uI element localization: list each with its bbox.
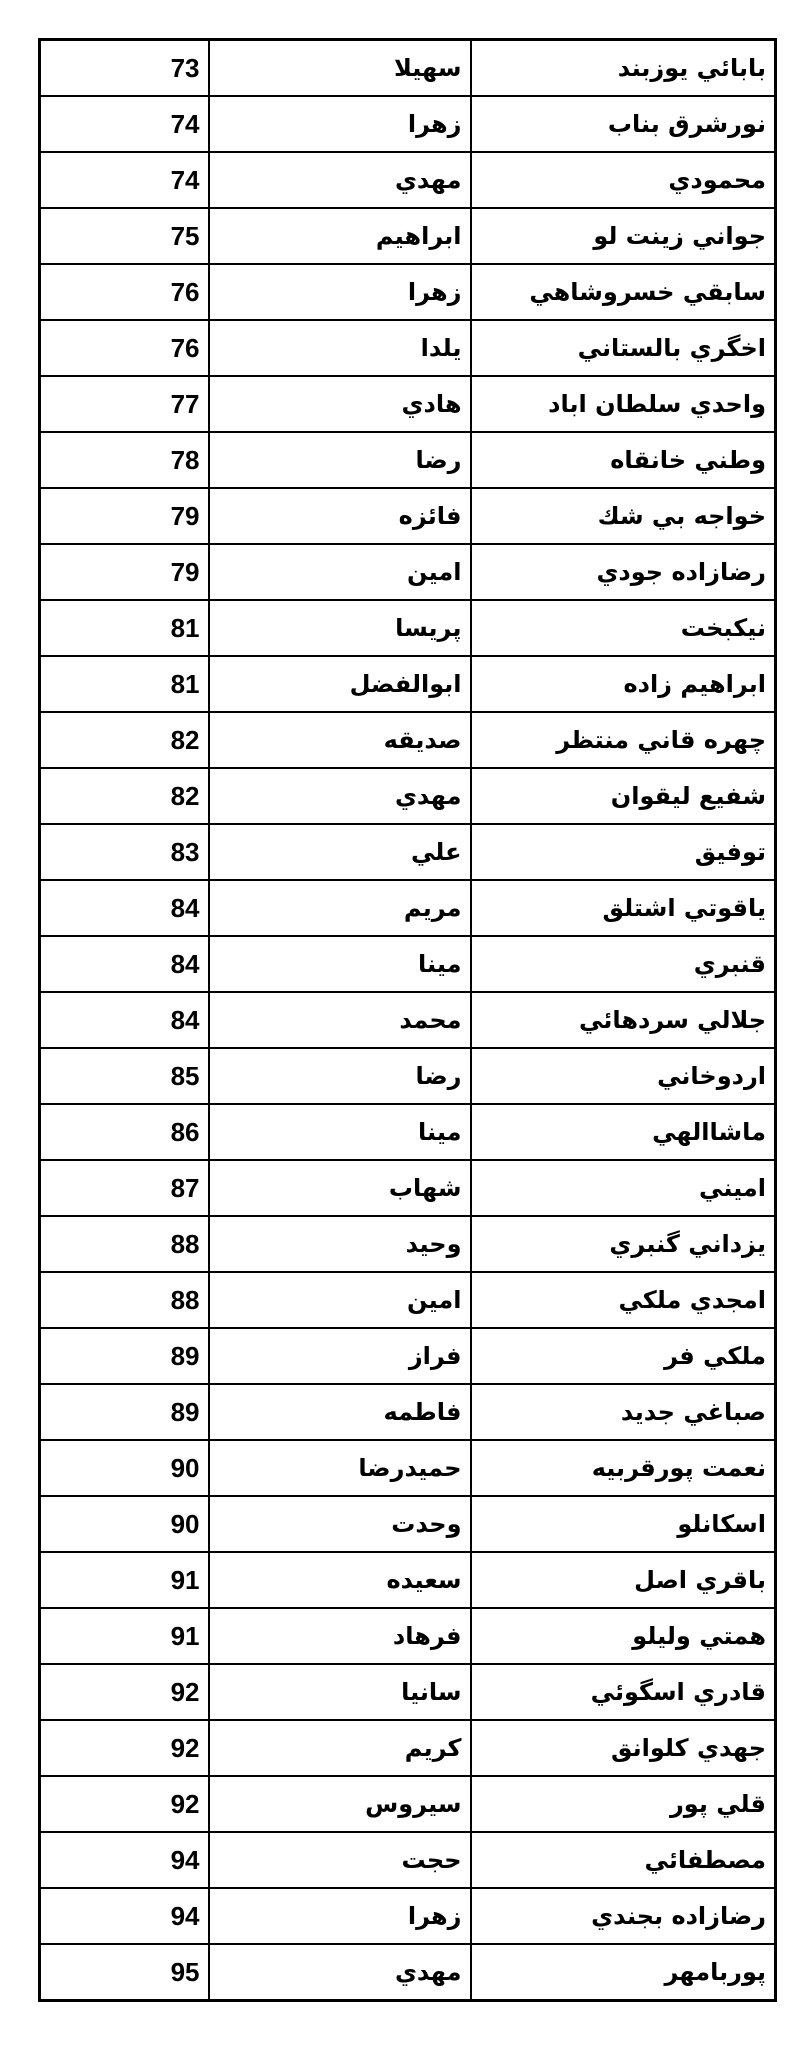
table-row: [40, 1216, 776, 1272]
table-row: [40, 96, 776, 152]
first-name-cell: فاطمه: [209, 1384, 471, 1440]
first-name-cell: كريم: [209, 1720, 471, 1776]
table-row: [40, 1440, 776, 1496]
last-name-cell: اميني: [471, 1160, 776, 1216]
last-name-cell: واحدي سلطان اباد: [471, 376, 776, 432]
score-cell: 90: [40, 1440, 209, 1496]
score-table: [38, 38, 777, 2002]
table-row: [40, 712, 776, 768]
table-row: [40, 40, 776, 97]
first-name-cell: مينا: [209, 936, 471, 992]
table-row: [40, 488, 776, 544]
table-row: [40, 1720, 776, 1776]
first-name-cell: شهاب: [209, 1160, 471, 1216]
last-name-cell: توفيق: [471, 824, 776, 880]
score-cell: 91: [40, 1552, 209, 1608]
table-row: [40, 768, 776, 824]
last-name-cell: يزداني گنبري: [471, 1216, 776, 1272]
first-name-cell: حجت: [209, 1832, 471, 1888]
score-cell: 86: [40, 1104, 209, 1160]
score-cell: 81: [40, 656, 209, 712]
table-row: [40, 1104, 776, 1160]
first-name-cell: پريسا: [209, 600, 471, 656]
score-cell: 94: [40, 1888, 209, 1944]
score-cell: 84: [40, 992, 209, 1048]
score-cell: 89: [40, 1384, 209, 1440]
last-name-cell: ماشاالهي: [471, 1104, 776, 1160]
first-name-cell: فرهاد: [209, 1608, 471, 1664]
last-name-cell: پوربامهر: [471, 1944, 776, 2001]
last-name-cell: اردوخاني: [471, 1048, 776, 1104]
last-name-cell: قنبري: [471, 936, 776, 992]
table-row: [40, 824, 776, 880]
first-name-cell: فراز: [209, 1328, 471, 1384]
first-name-cell: هادي: [209, 376, 471, 432]
first-name-cell: مهدي: [209, 1944, 471, 2001]
table-row: [40, 264, 776, 320]
first-name-cell: سهيلا: [209, 40, 471, 97]
table-row: [40, 1328, 776, 1384]
first-name-cell: وحدت: [209, 1496, 471, 1552]
last-name-cell: امجدي ملكي: [471, 1272, 776, 1328]
last-name-cell: قلي پور: [471, 1776, 776, 1832]
score-cell: 92: [40, 1720, 209, 1776]
score-cell: 87: [40, 1160, 209, 1216]
score-cell: 88: [40, 1272, 209, 1328]
table-row: [40, 544, 776, 600]
last-name-cell: خواجه بي شك: [471, 488, 776, 544]
table-row: [40, 320, 776, 376]
last-name-cell: اسكانلو: [471, 1496, 776, 1552]
table-row: [40, 992, 776, 1048]
table-row: [40, 1776, 776, 1832]
last-name-cell: نعمت پورقربيه: [471, 1440, 776, 1496]
score-cell: 83: [40, 824, 209, 880]
table-row: [40, 1888, 776, 1944]
table-row: [40, 1496, 776, 1552]
first-name-cell: علي: [209, 824, 471, 880]
first-name-cell: يلدا: [209, 320, 471, 376]
last-name-cell: محمودي: [471, 152, 776, 208]
first-name-cell: سعيده: [209, 1552, 471, 1608]
last-name-cell: همتي وليلو: [471, 1608, 776, 1664]
first-name-cell: ابراهيم: [209, 208, 471, 264]
last-name-cell: رضازاده جودي: [471, 544, 776, 600]
score-cell: 76: [40, 320, 209, 376]
score-cell: 82: [40, 712, 209, 768]
score-cell: 92: [40, 1664, 209, 1720]
first-name-cell: مهدي: [209, 152, 471, 208]
first-name-cell: ابوالفضل: [209, 656, 471, 712]
score-cell: 88: [40, 1216, 209, 1272]
last-name-cell: جواني زينت لو: [471, 208, 776, 264]
table-row: [40, 936, 776, 992]
first-name-cell: زهرا: [209, 96, 471, 152]
last-name-cell: مصطفائي: [471, 1832, 776, 1888]
last-name-cell: چهره قاني منتظر: [471, 712, 776, 768]
last-name-cell: شفيع ليقوان: [471, 768, 776, 824]
first-name-cell: رضا: [209, 1048, 471, 1104]
table-row: [40, 1160, 776, 1216]
table-row: [40, 376, 776, 432]
first-name-cell: مهدي: [209, 768, 471, 824]
first-name-cell: سانيا: [209, 1664, 471, 1720]
table-row: [40, 880, 776, 936]
score-cell: 90: [40, 1496, 209, 1552]
table-row: [40, 656, 776, 712]
last-name-cell: ياقوتي اشتلق: [471, 880, 776, 936]
score-cell: 79: [40, 544, 209, 600]
score-cell: 91: [40, 1608, 209, 1664]
table-row: [40, 1552, 776, 1608]
first-name-cell: صديقه: [209, 712, 471, 768]
score-cell: 74: [40, 152, 209, 208]
score-cell: 74: [40, 96, 209, 152]
last-name-cell: بابائي يوزبند: [471, 40, 776, 97]
table-row: [40, 152, 776, 208]
first-name-cell: فائزه: [209, 488, 471, 544]
score-table-body: [40, 40, 776, 2001]
table-row: [40, 1048, 776, 1104]
table-row: [40, 1664, 776, 1720]
score-cell: 92: [40, 1776, 209, 1832]
score-cell: 89: [40, 1328, 209, 1384]
table-row: [40, 1832, 776, 1888]
last-name-cell: نيكبخت: [471, 600, 776, 656]
last-name-cell: جهدي كلوانق: [471, 1720, 776, 1776]
last-name-cell: قادري اسگوئي: [471, 1664, 776, 1720]
score-cell: 73: [40, 40, 209, 97]
score-cell: 84: [40, 880, 209, 936]
score-cell: 95: [40, 1944, 209, 2001]
table-row: [40, 432, 776, 488]
first-name-cell: امين: [209, 544, 471, 600]
last-name-cell: سابقي خسروشاهي: [471, 264, 776, 320]
score-cell: 94: [40, 1832, 209, 1888]
score-cell: 84: [40, 936, 209, 992]
first-name-cell: مينا: [209, 1104, 471, 1160]
first-name-cell: وحيد: [209, 1216, 471, 1272]
table-row: [40, 600, 776, 656]
first-name-cell: امين: [209, 1272, 471, 1328]
score-cell: 82: [40, 768, 209, 824]
first-name-cell: سيروس: [209, 1776, 471, 1832]
score-cell: 76: [40, 264, 209, 320]
score-cell: 85: [40, 1048, 209, 1104]
last-name-cell: وطني خانقاه: [471, 432, 776, 488]
first-name-cell: زهرا: [209, 1888, 471, 1944]
last-name-cell: صباغي جديد: [471, 1384, 776, 1440]
table-row: [40, 1944, 776, 2001]
last-name-cell: نورشرق بناب: [471, 96, 776, 152]
last-name-cell: باقري اصل: [471, 1552, 776, 1608]
table-row: [40, 1608, 776, 1664]
table-row: [40, 1272, 776, 1328]
last-name-cell: جلالي سردهائي: [471, 992, 776, 1048]
first-name-cell: رضا: [209, 432, 471, 488]
table-row: [40, 208, 776, 264]
last-name-cell: رضازاده بجندي: [471, 1888, 776, 1944]
last-name-cell: ابراهيم زاده: [471, 656, 776, 712]
score-cell: 77: [40, 376, 209, 432]
first-name-cell: محمد: [209, 992, 471, 1048]
first-name-cell: زهرا: [209, 264, 471, 320]
last-name-cell: اخگري بالستاني: [471, 320, 776, 376]
score-cell: 78: [40, 432, 209, 488]
last-name-cell: ملكي فر: [471, 1328, 776, 1384]
first-name-cell: حميدرضا: [209, 1440, 471, 1496]
table-row: [40, 1384, 776, 1440]
first-name-cell: مريم: [209, 880, 471, 936]
score-cell: 81: [40, 600, 209, 656]
score-cell: 75: [40, 208, 209, 264]
score-cell: 79: [40, 488, 209, 544]
